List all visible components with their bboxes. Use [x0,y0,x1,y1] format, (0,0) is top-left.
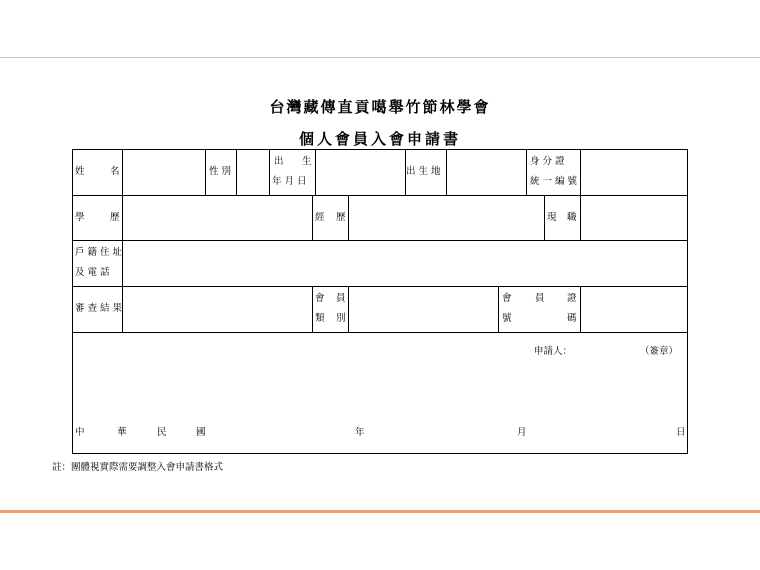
form-border-bottom [72,453,688,454]
row-divider [72,286,688,287]
cell-divider [580,149,581,195]
applicant-label: 申請人： [534,346,573,357]
date-label-char: 華 [117,427,127,438]
member-category-label-char: 類 [315,313,325,324]
experience-label-char: 經 [315,212,325,223]
label-column-divider [122,149,123,332]
form-title: 個人會員入會申請書 [298,130,461,148]
gender-label: 性 別 [209,166,232,177]
cell-divider [348,286,349,332]
current-job-label-char: 現 [547,212,557,223]
name-label-char: 名 [110,166,120,177]
cell-divider [348,195,349,240]
row-divider [72,240,688,241]
cell-divider [205,149,206,195]
cell-divider [580,195,581,240]
form-border-right [687,149,688,454]
birth-label-char: 出 [274,156,284,167]
id-label: 身 分 證 [530,156,565,167]
education-label-char: 歷 [110,212,120,223]
current-job-label-char: 職 [567,212,577,223]
day-label: 日 [676,427,686,438]
cell-divider [526,149,527,195]
cell-divider [498,286,499,332]
member-number-label-char: 碼 [567,313,577,324]
date-label-char: 民 [157,427,167,438]
header-divider [0,57,760,58]
member-number-label-char: 員 [535,293,545,304]
footer-divider [0,510,760,513]
name-label-char: 姓 [75,166,85,177]
cell-divider [312,286,313,332]
cell-divider [236,149,237,195]
education-label-char: 學 [75,212,85,223]
organization-title: 台灣藏傳直貢噶舉竹節林學會 [269,98,491,116]
month-label: 月 [517,427,527,438]
member-number-label-char: 會 [502,293,512,304]
cell-divider [580,286,581,332]
cell-divider [544,195,545,240]
form-border-left [72,149,73,454]
date-label-char: 國 [196,427,206,438]
birth-date-label: 年 月 日 [272,176,307,187]
member-category-label-char: 會 [315,293,325,304]
cell-divider [269,149,270,195]
row-divider [72,195,688,196]
year-label: 年 [355,427,365,438]
experience-label-char: 歷 [336,212,346,223]
footnote: 註：團體視實際需要調整入會申請書格式 [52,462,224,473]
member-category-label-char: 別 [336,313,346,324]
birth-label-char: 生 [302,156,312,167]
birthplace-label: 出 生 地 [406,166,441,177]
id-number-label: 統 一 編 號 [530,176,578,187]
cell-divider [446,149,447,195]
member-number-label-char: 證 [567,293,577,304]
date-label-char: 中 [75,427,85,438]
address-label: 戶 籍 住 址 [75,247,123,258]
seal-label: （簽章） [640,346,679,357]
membership-application-form [72,149,688,454]
cell-divider [312,195,313,240]
cell-divider [315,149,316,195]
review-result-label: 審 查 結 果 [75,303,123,314]
form-border-top [72,149,688,150]
member-number-label-char: 號 [502,313,512,324]
phone-label: 及 電 話 [75,267,110,278]
member-category-label-char: 員 [336,293,346,304]
row-divider [72,332,688,333]
